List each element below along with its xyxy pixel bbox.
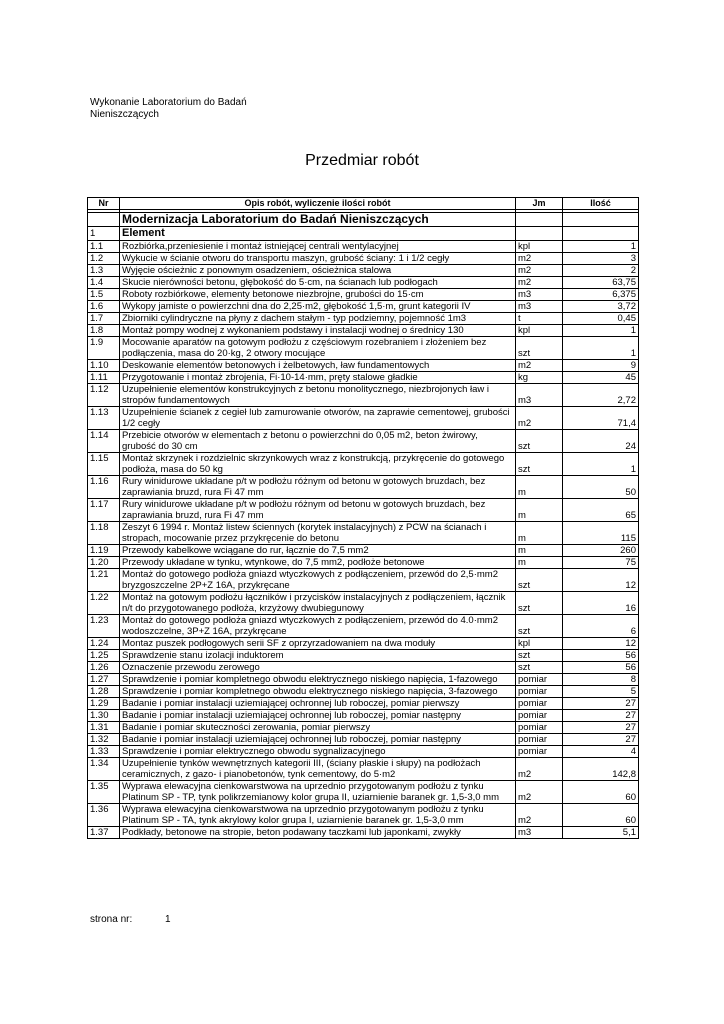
item-description: Montaż skrzynek i rozdzielnic skrzynkowych wraz z konstrukcją, przykręcenie do gotowego podłoża, masa do 50 kg: [120, 453, 516, 476]
item-nr: 1.25: [88, 650, 120, 662]
table-row: [88, 337, 639, 360]
item-description: Wykucie w ścianie otworu do transportu maszyn, grubość ściany: 1 i 1/2 cegły: [120, 253, 516, 265]
section-row: [88, 213, 639, 227]
table-row: [88, 289, 639, 301]
item-description: Rozbiórka,przeniesienie i montaż istniejącej centrali wentylacyjnej: [120, 241, 516, 253]
item-description: Skucie nierówności betonu, głębokość do 5·cm, na ścianach lub podłogach: [120, 277, 516, 289]
item-nr: 1.28: [88, 686, 120, 698]
table-row: [88, 360, 639, 372]
item-unit: m: [516, 545, 563, 557]
item-quantity: 4: [563, 746, 639, 758]
item-description: Badanie i pomiar skuteczności zerowania, pomiar pierwszy: [120, 722, 516, 734]
item-unit: m2: [516, 758, 563, 781]
page-number: 1: [165, 914, 171, 925]
item-description: Przygotowanie i montaż zbrojenia, Fi·10-14·mm, pręty stalowe gładkie: [120, 372, 516, 384]
item-unit: szt: [516, 337, 563, 360]
table-header-row: [88, 198, 639, 210]
table-row: [88, 758, 639, 781]
item-unit: pomiar: [516, 722, 563, 734]
item-nr: 1.5: [88, 289, 120, 301]
item-quantity: 60: [563, 781, 639, 804]
table-row: [88, 313, 639, 325]
item-nr: 1.24: [88, 638, 120, 650]
item-unit: pomiar: [516, 686, 563, 698]
item-description: Zbiorniki cylindryczne na płyny z dachem stałym - typ podziemny, pojemność 1m3: [120, 313, 516, 325]
item-nr: 1.10: [88, 360, 120, 372]
table-row: [88, 499, 639, 522]
item-quantity: 142,8: [563, 758, 639, 781]
item-nr: 1.22: [88, 592, 120, 615]
item-quantity: 0,45: [563, 313, 639, 325]
element-label: Element: [120, 227, 516, 241]
item-unit: m2: [516, 360, 563, 372]
header-line-1: Wykonanie Laboratorium do Badań: [90, 97, 247, 108]
item-description: Montaż pompy wodnej z wykonaniem podstawy i instalacji wodnej o średnicy 130: [120, 325, 516, 337]
item-description: Sprawdzenie i pomiar elektrycznego obwodu sygnalizacyjnego: [120, 746, 516, 758]
item-unit: kg: [516, 372, 563, 384]
item-nr: 1.33: [88, 746, 120, 758]
item-description: Wyprawa elewacyjna cienkowarstwowa na uprzednio przygotowanym podłożu z tynku Platinum SP - TA, tynk akrylowy kolor grupa I, uziarnienie baranek gr. 1,5-3,0 mm: [120, 804, 516, 827]
table-row: [88, 557, 639, 569]
table-row: [88, 265, 639, 277]
item-description: Oznaczenie przewodu zerowego: [120, 662, 516, 674]
item-description: Wykopy jamiste o powierzchni dna do 2,25·m2, głębokość 1,5·m, grunt kategorii IV: [120, 301, 516, 313]
item-unit: m3: [516, 289, 563, 301]
item-quantity: 27: [563, 734, 639, 746]
item-quantity: 16: [563, 592, 639, 615]
table-row: [88, 650, 639, 662]
item-description: Montaz puszek podłogowych serii SF z oprzyrzadowaniem na dwa moduły: [120, 638, 516, 650]
item-nr: 1.4: [88, 277, 120, 289]
column-header-description: Opis robót, wyliczenie ilości robót: [120, 198, 516, 210]
item-nr: 1.12: [88, 384, 120, 407]
item-description: Sprawdzenie i pomiar kompletnego obwodu elektrycznego niskiego napięcia, 3-fazowego: [120, 686, 516, 698]
item-unit: m2: [516, 253, 563, 265]
item-quantity: 24: [563, 430, 639, 453]
item-description: Badanie i pomiar instalacji uziemiającej ochronnej lub roboczej, pomiar następny: [120, 734, 516, 746]
bill-of-quantities-table: [87, 197, 639, 839]
item-quantity: 56: [563, 650, 639, 662]
section-title: Modernizacja Laboratorium do Badań Nieniszczących: [120, 213, 516, 227]
table-row: [88, 662, 639, 674]
item-unit: t: [516, 313, 563, 325]
item-nr: 1.29: [88, 698, 120, 710]
item-nr: 1.14: [88, 430, 120, 453]
item-unit: m2: [516, 407, 563, 430]
table-row: [88, 301, 639, 313]
item-quantity: 115: [563, 522, 639, 545]
item-nr: 1.9: [88, 337, 120, 360]
table-row: [88, 453, 639, 476]
item-unit: pomiar: [516, 698, 563, 710]
item-nr: 1.19: [88, 545, 120, 557]
item-description: Rury winidurowe układane p/t w podłożu różnym od betonu w gotowych bruzdach, bez zaprawiania bruzd, rura Fi 47 mm: [120, 499, 516, 522]
table-row: [88, 746, 639, 758]
table-row: [88, 569, 639, 592]
document-header: [90, 97, 247, 120]
item-nr: 1.2: [88, 253, 120, 265]
item-quantity: 1: [563, 325, 639, 337]
item-nr: 1.37: [88, 827, 120, 839]
item-description: Montaż do gotowego podłoża gniazd wtyczkowych z podłączeniem, przewód do 4.0·mm2 wodoszczelne, 3P+Z 16A, przykręcane: [120, 615, 516, 638]
item-nr: 1.31: [88, 722, 120, 734]
page-number-label: strona nr:: [90, 914, 133, 925]
item-quantity: 27: [563, 710, 639, 722]
item-unit: m2: [516, 265, 563, 277]
element-row: [88, 227, 639, 241]
item-quantity: 63,75: [563, 277, 639, 289]
item-unit: szt: [516, 453, 563, 476]
element-nr: 1: [88, 227, 120, 241]
item-description: Podkłady, betonowe na stropie, beton podawany taczkami lub japonkami, zwykły: [120, 827, 516, 839]
table-row: [88, 722, 639, 734]
item-unit: szt: [516, 592, 563, 615]
table-row: [88, 638, 639, 650]
item-description: Roboty rozbiórkowe, elementy betonowe niezbrojne, grubości do 15·cm: [120, 289, 516, 301]
item-unit: m2: [516, 781, 563, 804]
item-quantity: 1: [563, 241, 639, 253]
item-description: Rury winidurowe układane p/t w podłożu różnym od betonu w gotowych bruzdach, bez zaprawiania bruzd, rura Fi 47 mm: [120, 476, 516, 499]
item-unit: pomiar: [516, 674, 563, 686]
table-row: [88, 407, 639, 430]
table-row: [88, 734, 639, 746]
item-nr: 1.16: [88, 476, 120, 499]
item-quantity: 60: [563, 804, 639, 827]
table-row: [88, 615, 639, 638]
item-description: Przewody kabelkowe wciągane do rur, łącznie do 7,5 mm2: [120, 545, 516, 557]
item-unit: szt: [516, 569, 563, 592]
item-quantity: 27: [563, 698, 639, 710]
item-unit: szt: [516, 430, 563, 453]
item-quantity: 5: [563, 686, 639, 698]
item-nr: 1.8: [88, 325, 120, 337]
item-quantity: 1: [563, 337, 639, 360]
item-description: Badanie i pomiar instalacji uziemiającej ochronnej lub roboczej, pomiar pierwszy: [120, 698, 516, 710]
table-row: [88, 698, 639, 710]
item-nr: 1.32: [88, 734, 120, 746]
item-quantity: 12: [563, 569, 639, 592]
table-row: [88, 781, 639, 804]
item-nr: 1.21: [88, 569, 120, 592]
item-unit: szt: [516, 650, 563, 662]
item-quantity: 12: [563, 638, 639, 650]
table-row: [88, 827, 639, 839]
item-quantity: 2: [563, 265, 639, 277]
item-description: Sprawdzenie stanu izolacji induktorem: [120, 650, 516, 662]
table-row: [88, 804, 639, 827]
item-nr: 1.36: [88, 804, 120, 827]
item-nr: 1.17: [88, 499, 120, 522]
item-quantity: 6,375: [563, 289, 639, 301]
item-description: Badanie i pomiar instalacji uziemiającej ochronnej lub roboczej, pomiar następny: [120, 710, 516, 722]
table-row: [88, 241, 639, 253]
item-quantity: 65: [563, 499, 639, 522]
item-quantity: 3: [563, 253, 639, 265]
item-description: Przebicie otworów w elementach z betonu o powierzchni do 0,05 m2, beton żwirowy, grubość do 30 cm: [120, 430, 516, 453]
item-unit: m: [516, 476, 563, 499]
item-description: Montaż do gotowego podłoża gniazd wtyczkowych z podłączeniem, przewód do 2,5·mm2 bryzgoszczelne 2P+Z 16A, przykręcane: [120, 569, 516, 592]
item-nr: 1.30: [88, 710, 120, 722]
item-nr: 1.27: [88, 674, 120, 686]
item-description: Zeszyt 6 1994 r. Montaż listew ściennych (korytek instalacyjnych) z PCW na ścianach i stropach, mocowanie przez przykręcenie do betonu: [120, 522, 516, 545]
item-quantity: 75: [563, 557, 639, 569]
item-quantity: 50: [563, 476, 639, 499]
item-unit: m: [516, 499, 563, 522]
item-nr: 1.18: [88, 522, 120, 545]
table-row: [88, 545, 639, 557]
item-description: Wyprawa elewacyjna cienkowarstwowa na uprzednio przygotowanym podłożu z tynku Platinum SP - TP, tynk polikrzemianowy kolor grupa II, uziarnienie baranek gr. 1,5-3,0 mm: [120, 781, 516, 804]
item-unit: pomiar: [516, 746, 563, 758]
item-unit: szt: [516, 662, 563, 674]
item-unit: m3: [516, 384, 563, 407]
table-row: [88, 522, 639, 545]
item-unit: m3: [516, 827, 563, 839]
table-row: [88, 325, 639, 337]
item-quantity: 3,72: [563, 301, 639, 313]
table-row: [88, 384, 639, 407]
item-unit: pomiar: [516, 710, 563, 722]
table-row: [88, 277, 639, 289]
item-nr: 1.35: [88, 781, 120, 804]
item-unit: m: [516, 557, 563, 569]
item-nr: 1.7: [88, 313, 120, 325]
table-row: [88, 686, 639, 698]
item-nr: 1.15: [88, 453, 120, 476]
item-description: Uzupełnienie elementów konstrukcyjnych z betonu monolitycznego, niezbrojonych ław i stropów fundamentowych: [120, 384, 516, 407]
table-row: [88, 710, 639, 722]
table-row: [88, 253, 639, 265]
item-description: Sprawdzenie i pomiar kompletnego obwodu elektrycznego niskiego napięcia, 1-fazowego: [120, 674, 516, 686]
table-row: [88, 592, 639, 615]
item-nr: 1.34: [88, 758, 120, 781]
item-nr: 1.6: [88, 301, 120, 313]
item-nr: 1.13: [88, 407, 120, 430]
item-description: Przewody układane w tynku, wtynkowe, do 7,5 mm2, podłoże betonowe: [120, 557, 516, 569]
table-row: [88, 674, 639, 686]
page-footer: [90, 914, 171, 925]
page-title: Przedmiar robót: [305, 152, 419, 169]
item-unit: szt: [516, 615, 563, 638]
item-unit: kpl: [516, 325, 563, 337]
item-quantity: 9: [563, 360, 639, 372]
item-nr: 1.23: [88, 615, 120, 638]
column-header-nr: Nr: [88, 198, 120, 210]
item-nr: 1.3: [88, 265, 120, 277]
item-description: Deskowanie elementów betonowych i żelbetowych, ław fundamentowych: [120, 360, 516, 372]
column-header-unit: Jm: [516, 198, 563, 210]
header-line-2: Nieniszczących: [90, 108, 159, 120]
item-quantity: 5,1: [563, 827, 639, 839]
item-unit: m2: [516, 277, 563, 289]
table-row: [88, 372, 639, 384]
item-quantity: 56: [563, 662, 639, 674]
item-nr: 1.26: [88, 662, 120, 674]
table-row: [88, 476, 639, 499]
item-unit: m: [516, 522, 563, 545]
item-quantity: 45: [563, 372, 639, 384]
item-unit: kpl: [516, 241, 563, 253]
column-header-quantity: Ilość: [563, 198, 639, 210]
item-unit: pomiar: [516, 734, 563, 746]
item-nr: 1.11: [88, 372, 120, 384]
item-quantity: 1: [563, 453, 639, 476]
item-unit: m3: [516, 301, 563, 313]
item-nr: 1.1: [88, 241, 120, 253]
item-unit: kpl: [516, 638, 563, 650]
item-quantity: 8: [563, 674, 639, 686]
item-quantity: 260: [563, 545, 639, 557]
item-description: Uzupełnienie ścianek z cegieł lub zamurowanie otworów, na zaprawie cementowej, grubości 1/2 cegły: [120, 407, 516, 430]
item-description: Uzupełnienie tynków wewnętrznych kategorii III, (ściany płaskie i słupy) na podłożach ceramicznych, z gazo- i pianobetonów, tynk cementowy, do 5·m2: [120, 758, 516, 781]
item-quantity: 71,4: [563, 407, 639, 430]
item-quantity: 6: [563, 615, 639, 638]
table-row: [88, 430, 639, 453]
item-unit: m2: [516, 804, 563, 827]
item-description: Montaż na gotowym podłożu łączników i przycisków instalacyjnych z podłączeniem, łącznik n/t do przygotowanego podłoża, krzyżowy dwubiegunowy: [120, 592, 516, 615]
item-nr: 1.20: [88, 557, 120, 569]
item-quantity: 27: [563, 722, 639, 734]
item-quantity: 2,72: [563, 384, 639, 407]
item-description: Wyjęcie ościeżnic z ponownym osadzeniem, ościeżnica stalowa: [120, 265, 516, 277]
item-description: Mocowanie aparatów na gotowym podłożu z częściowym rozebraniem i złożeniem bez podłączenia, masa do 20·kg, 2 otwory mocujące: [120, 337, 516, 360]
